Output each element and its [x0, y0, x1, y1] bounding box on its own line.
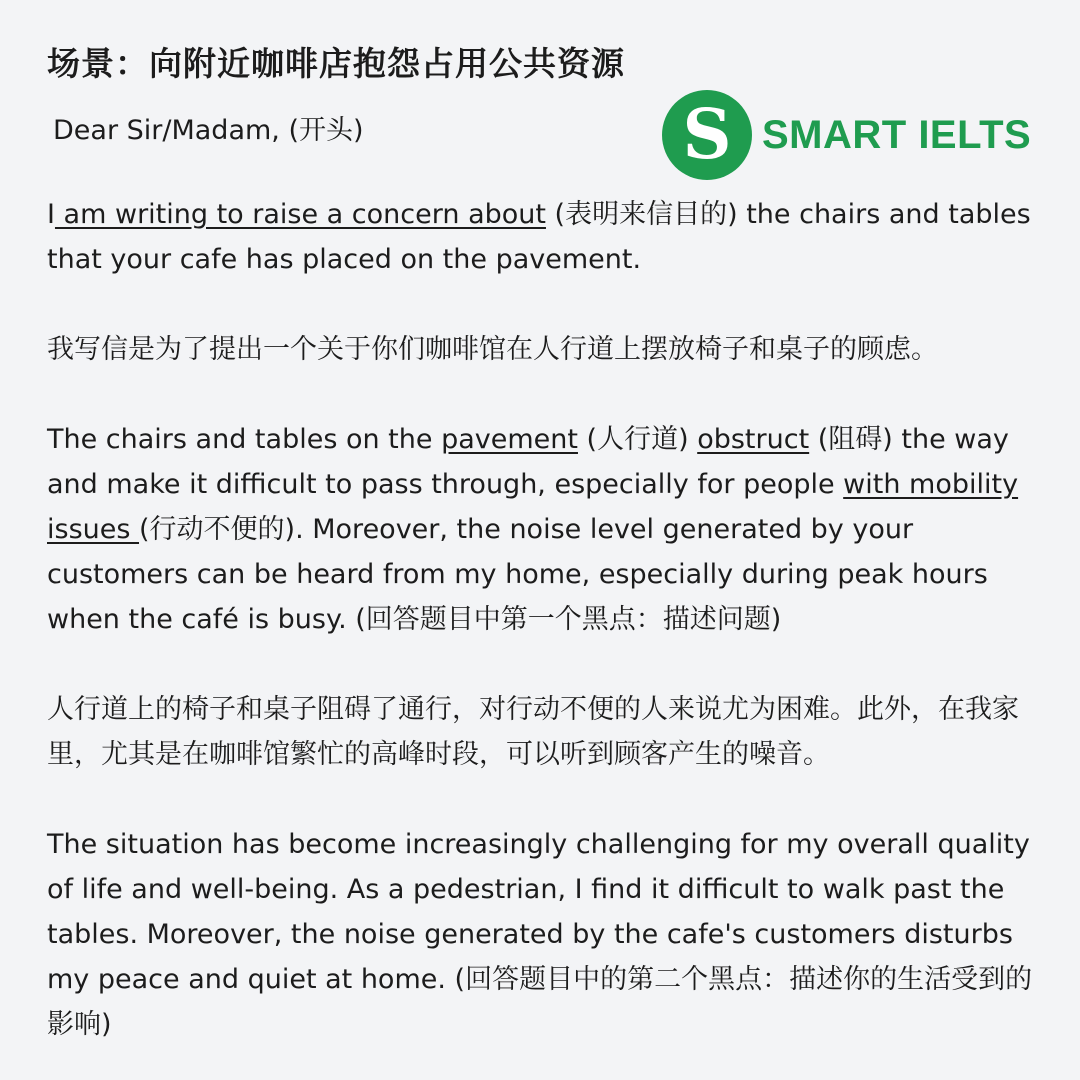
- logo-letter: S: [682, 95, 732, 175]
- paragraph-purpose-translation: 我写信是为了提出一个关于你们咖啡馆在人行道上摆放椅子和桌子的顾虑。: [47, 334, 938, 365]
- text-segment: The chairs and tables on the: [47, 424, 442, 455]
- underlined-phrase: am writing to raise a concern about: [54, 199, 546, 230]
- text-segment: (人行道): [577, 424, 698, 455]
- text-segment: (表明来信目的) the chairs and tables that your cafe has placed on the pavement.: [47, 199, 1031, 275]
- underlined-phrase: with mobility issues: [47, 469, 1019, 545]
- text-segment: (行动不便的). Moreover, the noise level generated by your customers can be heard from my home, especially during peak hours when the café is busy. (回答题目中第一个黑点：描述问题): [47, 514, 988, 635]
- underlined-phrase: obstruct: [697, 424, 810, 455]
- text-segment: I: [47, 199, 55, 230]
- paragraph-purpose: [47, 192, 1047, 282]
- logo-text: SMART IELTS: [762, 112, 1032, 157]
- page-title: 场景：向附近咖啡店抱怨占用公共资源: [47, 44, 625, 83]
- text-segment: (阻碍) the way and make it difficult to pass through, especially for people: [47, 424, 1009, 500]
- paragraph-problem-translation: 人行道上的椅子和桌子阻碍了通行，对行动不便的人来说尤为困难。此外，在我家里，尤其是在咖啡馆繁忙的高峰时段，可以听到顾客产生的噪音。: [47, 694, 1019, 770]
- paragraph-problem: [47, 417, 1047, 642]
- logo-badge-icon: [662, 90, 752, 180]
- salutation: Dear Sir/Madam, (开头): [53, 115, 364, 146]
- brand-logo: [662, 90, 1031, 180]
- underlined-phrase: pavement: [441, 424, 578, 455]
- paragraph-impact: The situation has become increasingly challenging for my overall quality of life and well-being. As a pedestrian, I find it difficult to walk past the tables. Moreover, the noise generated by the cafe's customers disturbs my peace and quiet at home. (回答题目中的第二个黑点：描述你的生活受到的影响): [47, 829, 1033, 1040]
